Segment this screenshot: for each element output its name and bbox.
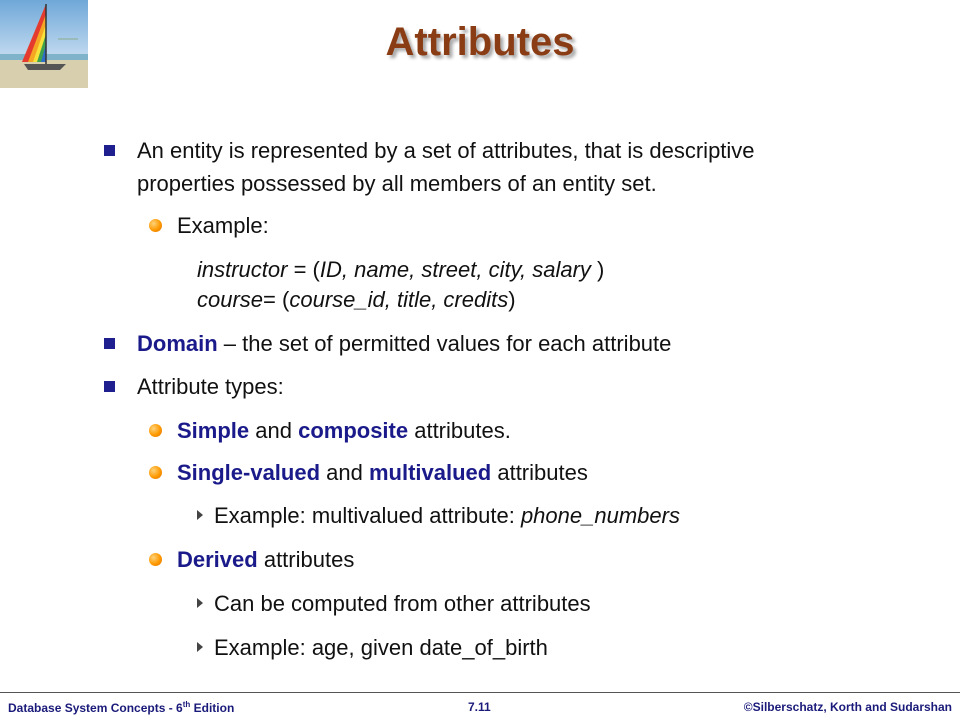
multi-example-text: Example: multivalued attribute: bbox=[214, 503, 521, 528]
sub-derived bbox=[177, 544, 354, 575]
multivalued-keyword: multivalued bbox=[368, 460, 492, 485]
derived-keyword: Derived bbox=[177, 547, 258, 572]
code-instructor-eq: = ( bbox=[287, 257, 320, 282]
single-rest-text: attributes bbox=[491, 460, 588, 485]
footer-copyright: ©Silberschatz, Korth and Sudarshan bbox=[743, 700, 952, 714]
footer-sup: th bbox=[182, 700, 191, 709]
domain-text: – the set of permitted values for each attribute bbox=[217, 331, 672, 356]
square-bullet-icon bbox=[104, 338, 115, 349]
footer-page-number: 7.11 bbox=[468, 700, 491, 714]
sub-single-multi bbox=[177, 457, 588, 488]
derived-rest-text: attributes bbox=[257, 547, 355, 572]
arrow-bullet-icon bbox=[197, 598, 203, 608]
footer-divider bbox=[0, 692, 960, 693]
example-label: Example: bbox=[177, 213, 269, 238]
sub-simple-composite bbox=[177, 415, 511, 446]
derived-sub-computed: Can be computed from other attributes bbox=[214, 591, 591, 616]
code-instructor-name: instructor bbox=[197, 257, 288, 282]
slide-title: Attributes bbox=[385, 20, 575, 64]
bullet-entity-line1: An entity is represented by a set of attributes, that is descriptive bbox=[137, 138, 755, 163]
round-bullet-icon bbox=[149, 553, 162, 566]
code-instructor-attrs: ID, name, street, city, salary bbox=[319, 257, 591, 282]
domain-keyword: Domain bbox=[137, 331, 218, 356]
bullet-domain bbox=[137, 328, 671, 359]
footer-book-name: Database System Concepts - 6 bbox=[8, 701, 183, 715]
bullet-attribute-types: Attribute types: bbox=[137, 374, 284, 399]
and-text: and bbox=[320, 460, 369, 485]
code-course-attrs: course_id, title, credits bbox=[289, 287, 509, 312]
code-course-name: course bbox=[197, 287, 264, 312]
round-bullet-icon bbox=[149, 466, 162, 479]
single-valued-keyword: Single-valued bbox=[177, 460, 321, 485]
derived-sub-example: Example: age, given date_of_birth bbox=[214, 635, 548, 660]
square-bullet-icon bbox=[104, 145, 115, 156]
code-course-eq: = ( bbox=[263, 287, 290, 312]
code-course bbox=[197, 284, 516, 315]
square-bullet-icon bbox=[104, 381, 115, 392]
composite-keyword: composite bbox=[298, 418, 409, 443]
arrow-bullet-icon bbox=[197, 510, 203, 520]
code-course-end: ) bbox=[508, 287, 516, 312]
phone-numbers-text: phone_numbers bbox=[520, 503, 680, 528]
simple-keyword: Simple bbox=[177, 418, 250, 443]
round-bullet-icon bbox=[149, 219, 162, 232]
bullet-entity-line2: properties possessed by all members of an entity set. bbox=[137, 171, 657, 196]
arrow-bullet-icon bbox=[197, 642, 203, 652]
footer-edition: Edition bbox=[190, 701, 235, 715]
multi-example bbox=[214, 500, 680, 531]
code-instructor-end: ) bbox=[590, 257, 605, 282]
footer-book-title bbox=[8, 700, 234, 715]
round-bullet-icon bbox=[149, 424, 162, 437]
and-text: and bbox=[249, 418, 299, 443]
code-instructor bbox=[197, 254, 604, 285]
simple-rest-text: attributes. bbox=[408, 418, 511, 443]
